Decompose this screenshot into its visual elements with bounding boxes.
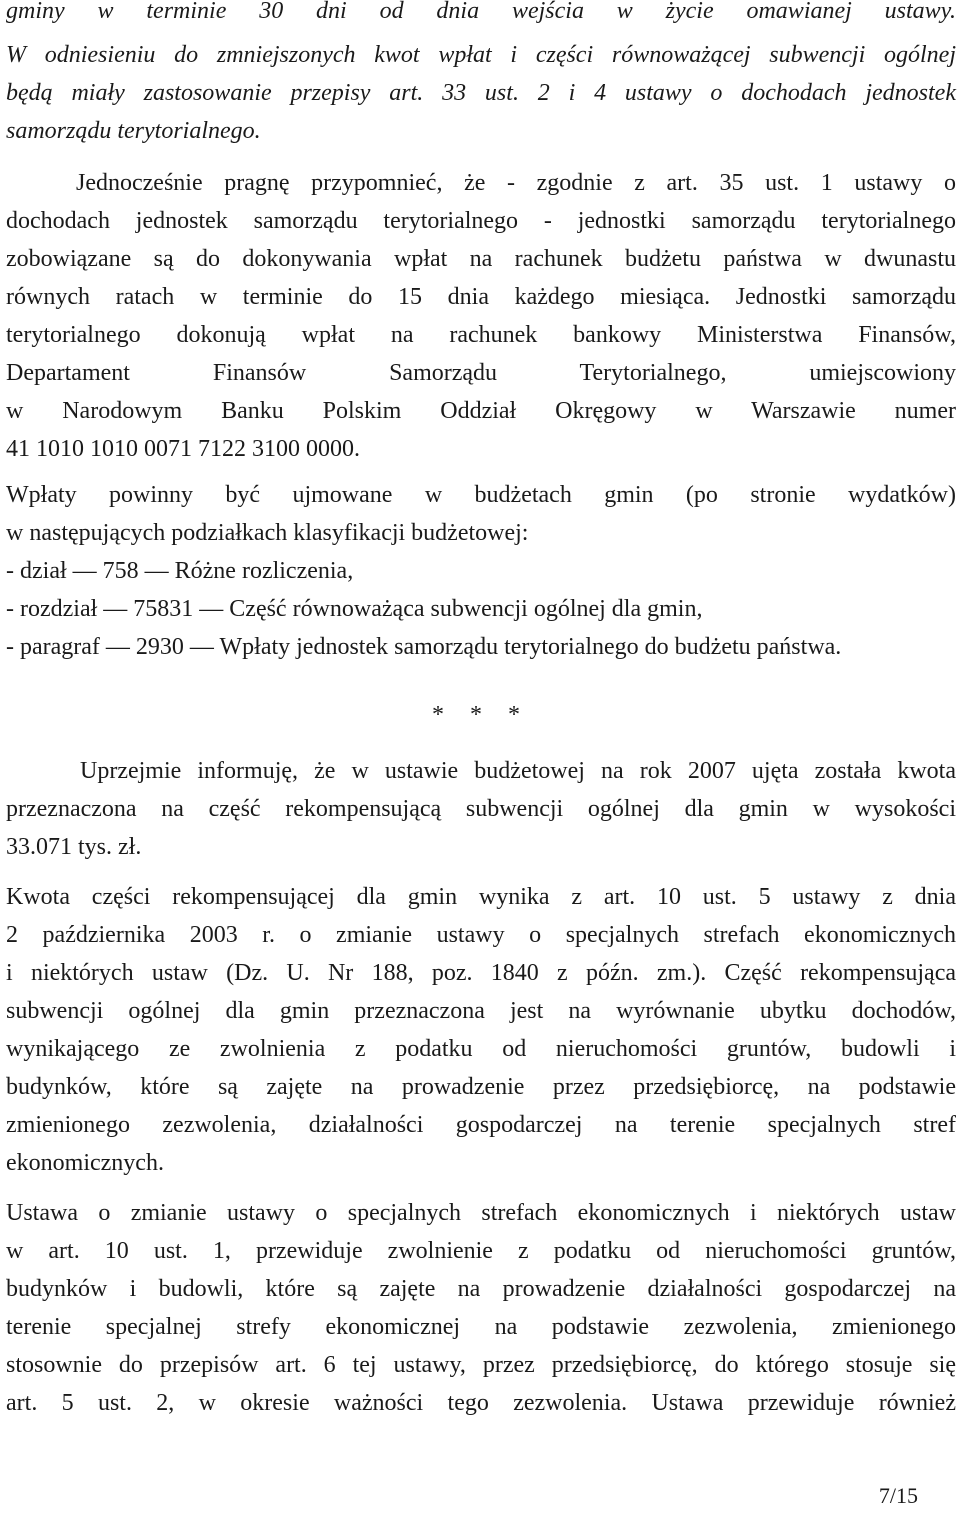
- paragraph-line: Kwota części rekompensującej dla gmin wynika z art. 10 ust. 5 ustawy z dnia: [6, 884, 956, 910]
- paragraph-line: budynków, które są zajęte na prowadzenie przez przedsiębiorcę, na podstawie: [6, 1074, 956, 1100]
- paragraph-line: dochodach jednostek samorządu terytorialnego - jednostki samorządu terytorialnego: [6, 208, 956, 234]
- budget-paragraph: [6, 752, 956, 866]
- paragraph-line: stosownie do przepisów art. 6 tej ustawy, przez przedsiębiorcę, do którego stosuje się: [6, 1352, 956, 1378]
- paragraph-line: w Narodowym Banku Polskim Oddział Okręgowy w Warszawie numer: [6, 398, 956, 424]
- intro-paragraph: [6, 0, 956, 150]
- paragraph-line: 33.071 tys. zł.: [6, 834, 142, 860]
- paragraph-line: przeznaczona na część rekompensującą subwencji ogólnej dla gmin w wysokości: [6, 796, 956, 822]
- paragraph-line: i niektórych ustaw (Dz. U. Nr 188, poz. 1840 z późn. zm.). Część rekompensująca: [6, 960, 956, 986]
- document-page: [6, 0, 956, 1422]
- paragraph-line: art. 5 ust. 2, w okresie ważności tego zezwolenia. Ustawa przewiduje również: [6, 1390, 956, 1416]
- paragraph-line: terytorialnego dokonują wpłat na rachunek bankowy Ministerstwa Finansów,: [6, 322, 956, 348]
- section-separator: * * *: [432, 702, 530, 728]
- paragraph-line: budynków i budowli, które są zajęte na prowadzenie działalności gospodarczej na: [6, 1276, 956, 1302]
- paragraph-line: Uprzejmie informuję, że w ustawie budżetowej na rok 2007 ujęta została kwota: [80, 758, 956, 784]
- paragraph-line: subwencji ogólnej dla gmin przeznaczona jest na wyrównanie ubytku dochodów,: [6, 998, 956, 1024]
- intro-line: W odniesieniu do zmniejszonych kwot wpłat i części równoważącej subwencji ogólnej: [6, 42, 956, 68]
- paragraph-line: równych ratach w terminie do 15 dnia każdego miesiąca. Jednostki samorządu: [6, 284, 956, 310]
- classification-paragraph: [6, 476, 956, 666]
- act-paragraph: [6, 1194, 956, 1422]
- paragraph-line: wynikającego ze zwolnienia z podatku od nieruchomości gruntów, budowli i: [6, 1036, 956, 1062]
- paragraph-line: Ustawa o zmianie ustawy o specjalnych strefach ekonomicznych i niektórych ustaw: [6, 1200, 956, 1226]
- intro-line: samorządu terytorialnego.: [6, 118, 261, 144]
- classification-item-chapter: - rozdział — 75831 — Część równoważąca subwencji ogólnej dla gmin,: [6, 596, 703, 622]
- page-number: 7/15: [878, 1483, 918, 1508]
- classification-item-paragraph: - paragraf — 2930 — Wpłaty jednostek samorządu terytorialnego do budżetu państwa.: [6, 634, 842, 660]
- paragraph-line: Wpłaty powinny być ujmowane w budżetach gmin (po stronie wydatków): [6, 482, 956, 508]
- paragraph-line: ekonomicznych.: [6, 1150, 164, 1176]
- paragraph-line: zobowiązane są do dokonywania wpłat na rachunek budżetu państwa w dwunastu: [6, 246, 956, 272]
- paragraph-line: w następujących podziałkach klasyfikacji budżetowej:: [6, 520, 529, 546]
- paragraph-line: 2 października 2003 r. o zmianie ustawy o specjalnych strefach ekonomicznych: [6, 922, 956, 948]
- paragraph-line: zmienionego zezwolenia, działalności gospodarczej na terenie specjalnych stref: [6, 1112, 956, 1138]
- intro-line: gminy w terminie 30 dni od dnia wejścia w życie omawianej ustawy.: [6, 0, 956, 24]
- classification-item-division: - dział — 758 — Różne rozliczenia,: [6, 558, 354, 584]
- bank-account-number: 41 1010 1010 0071 7122 3100 0000.: [6, 436, 360, 462]
- paragraph-line: Jednocześnie pragnę przypomnieć, że - zgodnie z art. 35 ust. 1 ustawy o: [76, 170, 956, 196]
- paragraph-line: Departament Finansów Samorządu Terytorialnego, umiejscowiony: [6, 360, 956, 386]
- paragraph-line: w art. 10 ust. 1, przewiduje zwolnienie z podatku od nieruchomości gruntów,: [6, 1238, 956, 1264]
- intro-line: będą miały zastosowanie przepisy art. 33 ust. 2 i 4 ustawy o dochodach jednostek: [6, 80, 956, 106]
- paragraph-line: terenie specjalnej strefy ekonomicznej na podstawie zezwolenia, zmienionego: [6, 1314, 956, 1340]
- amount-paragraph: [6, 878, 956, 1182]
- payments-paragraph: [6, 164, 956, 468]
